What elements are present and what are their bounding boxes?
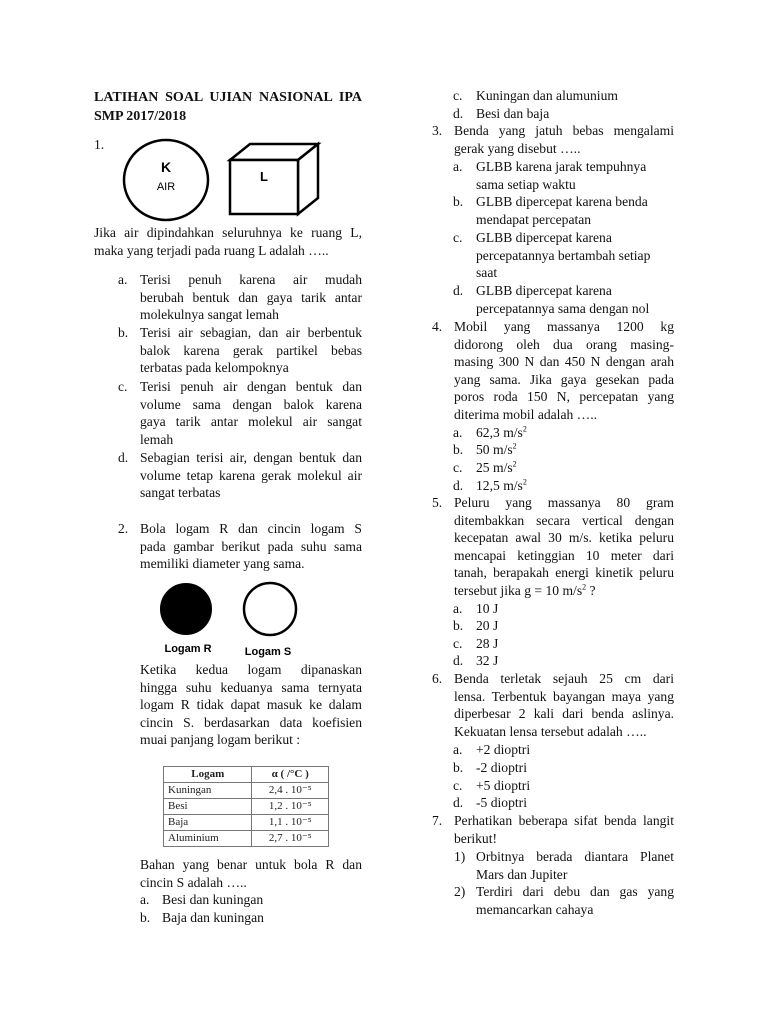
q3-option-c: GLBB dipercepat karena percepatannya bertambah setiap saat bbox=[476, 230, 651, 280]
q5-stem: Peluru yang massanya 80 gram ditembakkan secara vertical dengan kecepatan awal 30 m/s. ketika peluru mencapai ketinggian 10 meter dari tanah, berapakah energi kinetik peluru tersebut jika g = 10 $m/s^2$ ? bbox=[454, 495, 674, 598]
q2-text: Ketika kedua logam dipanaskan hingga suhu keduanya sama ternyata logam R tidak dapat masuk ke dalam cincin S. berdasarkan data koefisien muai panjang logam berikut : bbox=[140, 662, 362, 747]
q5-option-b-key: b. bbox=[453, 618, 464, 633]
q6-number: 6. bbox=[432, 671, 443, 686]
q1-stem: Jika air dipindahkan seluruhnya ke ruang L, maka yang terjadi pada ruang L adalah ….. bbox=[94, 225, 362, 258]
q3-stem: Benda yang jatuh bebas mengalami gerak yang disebut ….. bbox=[454, 123, 674, 156]
q4-option-a-key: a. bbox=[453, 425, 463, 440]
q1-figure bbox=[122, 138, 328, 222]
q3-option-d: GLBB dipercepat karena percepatannya sama dengan nol bbox=[476, 283, 650, 316]
q1-option-b-key: b. bbox=[118, 325, 129, 340]
table-header-row bbox=[164, 767, 329, 783]
q6-option-c: +5 dioptri bbox=[476, 778, 531, 793]
coefficient-table bbox=[163, 766, 329, 847]
q1-option-a-key: a. bbox=[118, 272, 128, 287]
q2-option-d-key: d. bbox=[453, 106, 464, 121]
q2-option-d: Besi dan baja bbox=[476, 106, 550, 121]
q6-option-b: -2 dioptri bbox=[476, 760, 527, 775]
q1-option-c-key: c. bbox=[118, 379, 128, 394]
title-line-2: SMP 2017/2018 bbox=[94, 109, 187, 124]
q5-option-b: 20 J bbox=[476, 618, 499, 633]
q4-option-b-key: b. bbox=[453, 442, 464, 457]
q1-option-a: Terisi penuh karena air mudah berubah bentuk dan gaya tarik antar molekulnya sangat lemah bbox=[140, 272, 362, 322]
box-l-label: L bbox=[260, 169, 268, 184]
q7-item-2: Terdiri dari debu dan gas yang memancarkan cahaya bbox=[476, 884, 674, 917]
q6-option-c-key: c. bbox=[453, 778, 463, 793]
table-row: Kuningan 2,4 . 10⁻⁵ bbox=[164, 783, 329, 799]
title-line-1: LATIHAN SOAL UJIAN NASIONAL IPA bbox=[94, 90, 362, 105]
label-logam-s: Logam S bbox=[244, 646, 292, 658]
q1-option-c: Terisi penuh air dengan bentuk dan volume sama dengan balok karena gaya tarik antar molekul air sangat lemah bbox=[140, 379, 362, 447]
q4-option-c: 25 $m/s^2$ bbox=[476, 459, 517, 475]
q5-option-a-key: a. bbox=[453, 601, 463, 616]
q7-number: 7. bbox=[432, 813, 443, 828]
q5-option-c-key: c. bbox=[453, 636, 463, 651]
q5-option-c: 28 J bbox=[476, 636, 499, 651]
q6-option-d-key: d. bbox=[453, 795, 464, 810]
container-k-label: K bbox=[160, 159, 172, 175]
table-row: Baja 1,1 . 10⁻⁵ bbox=[164, 815, 329, 831]
q2-option-b: Baja dan kuningan bbox=[162, 910, 264, 925]
q3-option-d-key: d. bbox=[453, 283, 464, 298]
q2-stem: Bola logam R dan cincin logam S pada gambar berikut pada suhu sama memiliki diameter yang sama. bbox=[140, 521, 362, 571]
q2-option-c: Kuningan dan alumunium bbox=[476, 88, 618, 103]
q7-item-1-key: 1) bbox=[454, 849, 466, 864]
container-k-air-label: AIR bbox=[156, 181, 176, 193]
q6-option-a: +2 dioptri bbox=[476, 742, 531, 757]
q6-option-d: -5 dioptri bbox=[476, 795, 527, 810]
q4-option-c-key: c. bbox=[453, 460, 463, 475]
q1-option-d: Sebagian terisi air, dengan bentuk dan volume tetap karena gerak molekul air sangat terbatas bbox=[140, 450, 362, 500]
q4-option-a: 62,3 $m/s^2$ bbox=[476, 424, 527, 440]
q4-option-d-key: d. bbox=[453, 478, 464, 493]
q4-stem: Mobil yang massanya 1200 kg didorong oleh dua orang masing- masing 300 N dan 450 N dengan arah yang sama. Jika gaya gesekan pada poros roda 150 N, percepatan yang diterima mobil adalah ….. bbox=[454, 319, 674, 422]
q7-item-2-key: 2) bbox=[454, 884, 466, 899]
q5-number: 5. bbox=[432, 495, 443, 510]
q1-number: 1. bbox=[94, 137, 105, 152]
table-header-logam: Logam bbox=[164, 767, 252, 783]
q3-option-a: GLBB karena jarak tempuhnya sama setiap waktu bbox=[476, 159, 647, 192]
q2-option-b-key: b. bbox=[140, 910, 151, 925]
table-header-alpha: α ( /°C ) bbox=[252, 767, 329, 783]
q1-option-b: Terisi air sebagian, dan air berbentuk balok karena gerak partikel bebas terbatas pada kelompoknya bbox=[140, 325, 362, 375]
q3-option-b-key: b. bbox=[453, 194, 464, 209]
q1-option-d-key: d. bbox=[118, 450, 129, 465]
q4-option-d: 12,5 $m/s^2$ bbox=[476, 477, 527, 493]
q3-option-a-key: a. bbox=[453, 159, 463, 174]
q6-option-a-key: a. bbox=[453, 742, 463, 757]
q4-option-b: 50 $m/s^2$ bbox=[476, 441, 517, 457]
q3-option-c-key: c. bbox=[453, 230, 463, 245]
q5-option-d-key: d. bbox=[453, 653, 464, 668]
q2-option-c-key: c. bbox=[453, 88, 463, 103]
label-logam-r: Logam R bbox=[164, 643, 212, 655]
q2-number: 2. bbox=[118, 521, 129, 536]
q2-figure bbox=[150, 580, 320, 662]
q4-number: 4. bbox=[432, 319, 443, 334]
q7-item-1: Orbitnya berada diantara Planet Mars dan Jupiter bbox=[476, 849, 674, 882]
container-k-circle bbox=[124, 140, 208, 220]
q2-option-a: Besi dan kuningan bbox=[162, 892, 264, 907]
ball-r bbox=[161, 584, 211, 634]
q6-option-b-key: b. bbox=[453, 760, 464, 775]
page-title bbox=[94, 88, 362, 126]
q2-question: Bahan yang benar untuk bola R dan cincin S adalah ….. bbox=[140, 857, 362, 890]
q3-number: 3. bbox=[432, 123, 443, 138]
table-row: Aluminium 2,7 . 10⁻⁵ bbox=[164, 831, 329, 847]
table-row: Besi 1,2 . 10⁻⁵ bbox=[164, 799, 329, 815]
q6-stem: Benda terletak sejauh 25 cm dari lensa. Terbentuk bayangan maya yang diperbesar 2 kali dari benda aslinya. Kekuatan lensa tersebut adalah ….. bbox=[454, 671, 674, 739]
q5-option-a: 10 J bbox=[476, 601, 499, 616]
q3-option-b: GLBB dipercepat karena benda mendapat percepatan bbox=[476, 194, 648, 227]
q5-option-d: 32 J bbox=[476, 653, 499, 668]
ring-s bbox=[244, 583, 296, 635]
q2-option-a-key: a. bbox=[140, 892, 150, 907]
q7-stem: Perhatikan beberapa sifat benda langit berikut! bbox=[454, 813, 674, 846]
